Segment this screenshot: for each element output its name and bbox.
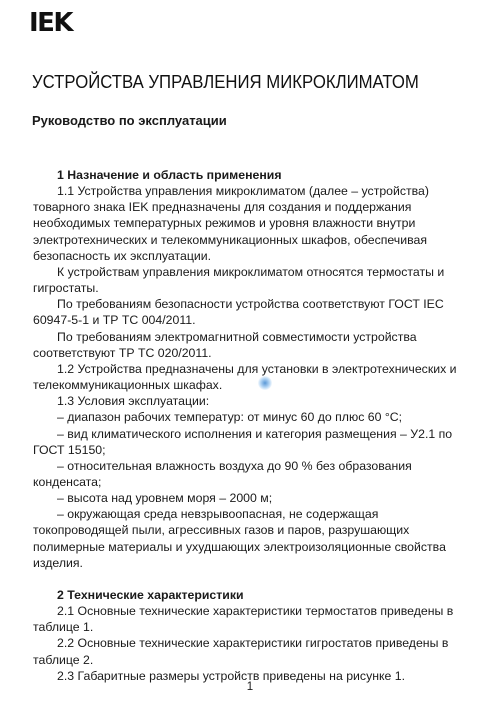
document-title: УСТРОЙСТВА УПРАВЛЕНИЯ МИКРОКЛИМАТОМ: [32, 72, 419, 92]
iek-logo: IEK: [29, 8, 73, 38]
section-1-heading: 1 Назначение и область применения: [57, 168, 282, 182]
list-item-humidity: – относительная влажность воздуха до 90 % без образования конденсата;: [33, 458, 412, 489]
section-spacer: [33, 571, 473, 587]
paragraph-1-2: 1.2 Устройства предназначены для установки в электротехнических и телекоммуникационных шкафах.: [33, 361, 457, 393]
paragraph-emc: По требованиям электромагнитной совместимости устройства соответствуют ТР ТС 020/2011.: [33, 329, 417, 360]
paragraph-scope: К устройствам управления микроклиматом относятся термостаты и гигростаты.: [33, 264, 445, 296]
ink-blot: [258, 376, 272, 390]
list-item-temperature: – диапазон рабочих температур: от минус 60 до плюс 60 °C;: [57, 410, 403, 425]
paragraph-2-1: 2.1 Основные технические характеристики термостатов приведены в таблице 1.: [33, 604, 454, 635]
paragraph-safety: По требованиям безопасности устройства соответствуют ГОСТ IEC 60947-5-1 и ТР ТС 004/2011.: [33, 297, 444, 328]
list-item-altitude: – высота над уровнем моря – 2000 м;: [57, 491, 273, 506]
paragraph-2-2: 2.2 Основные технические характеристики гигростатов приведены в таблице 2.: [33, 636, 449, 667]
paragraph-2-3: 2.3 Габаритные размеры устройств приведены на рисунке 1.: [57, 668, 406, 683]
section-2-heading: 2 Технические характеристики: [57, 587, 244, 602]
list-item-environment: – окружающая среда невзрывоопасная, не содержащая токопроводящей пыли, агрессивных газов и паров, разрушающих полимерные материалы и ухудшающих электроизоляционные свойства изделия.: [33, 507, 446, 570]
paragraph-1-3: 1.3 Условия эксплуатации:: [57, 394, 210, 409]
paragraph-1-1: 1.1 Устройства управления микроклиматом (далее – устройства) товарного знака IEK предназначены для создания и поддержания необходимых температурных режимов и уровня влажности внутри электротехнических и телекоммуникационных шкафов, обеспечивая безопасность их эксплуатации.: [33, 184, 429, 263]
list-item-climate: – вид климатического исполнения и категория размещения – У2.1 по ГОСТ 15150;: [33, 426, 453, 457]
document-body: [33, 167, 473, 684]
page-number: 1: [246, 681, 254, 693]
document-subtitle: Руководство по эксплуатации: [32, 113, 227, 128]
